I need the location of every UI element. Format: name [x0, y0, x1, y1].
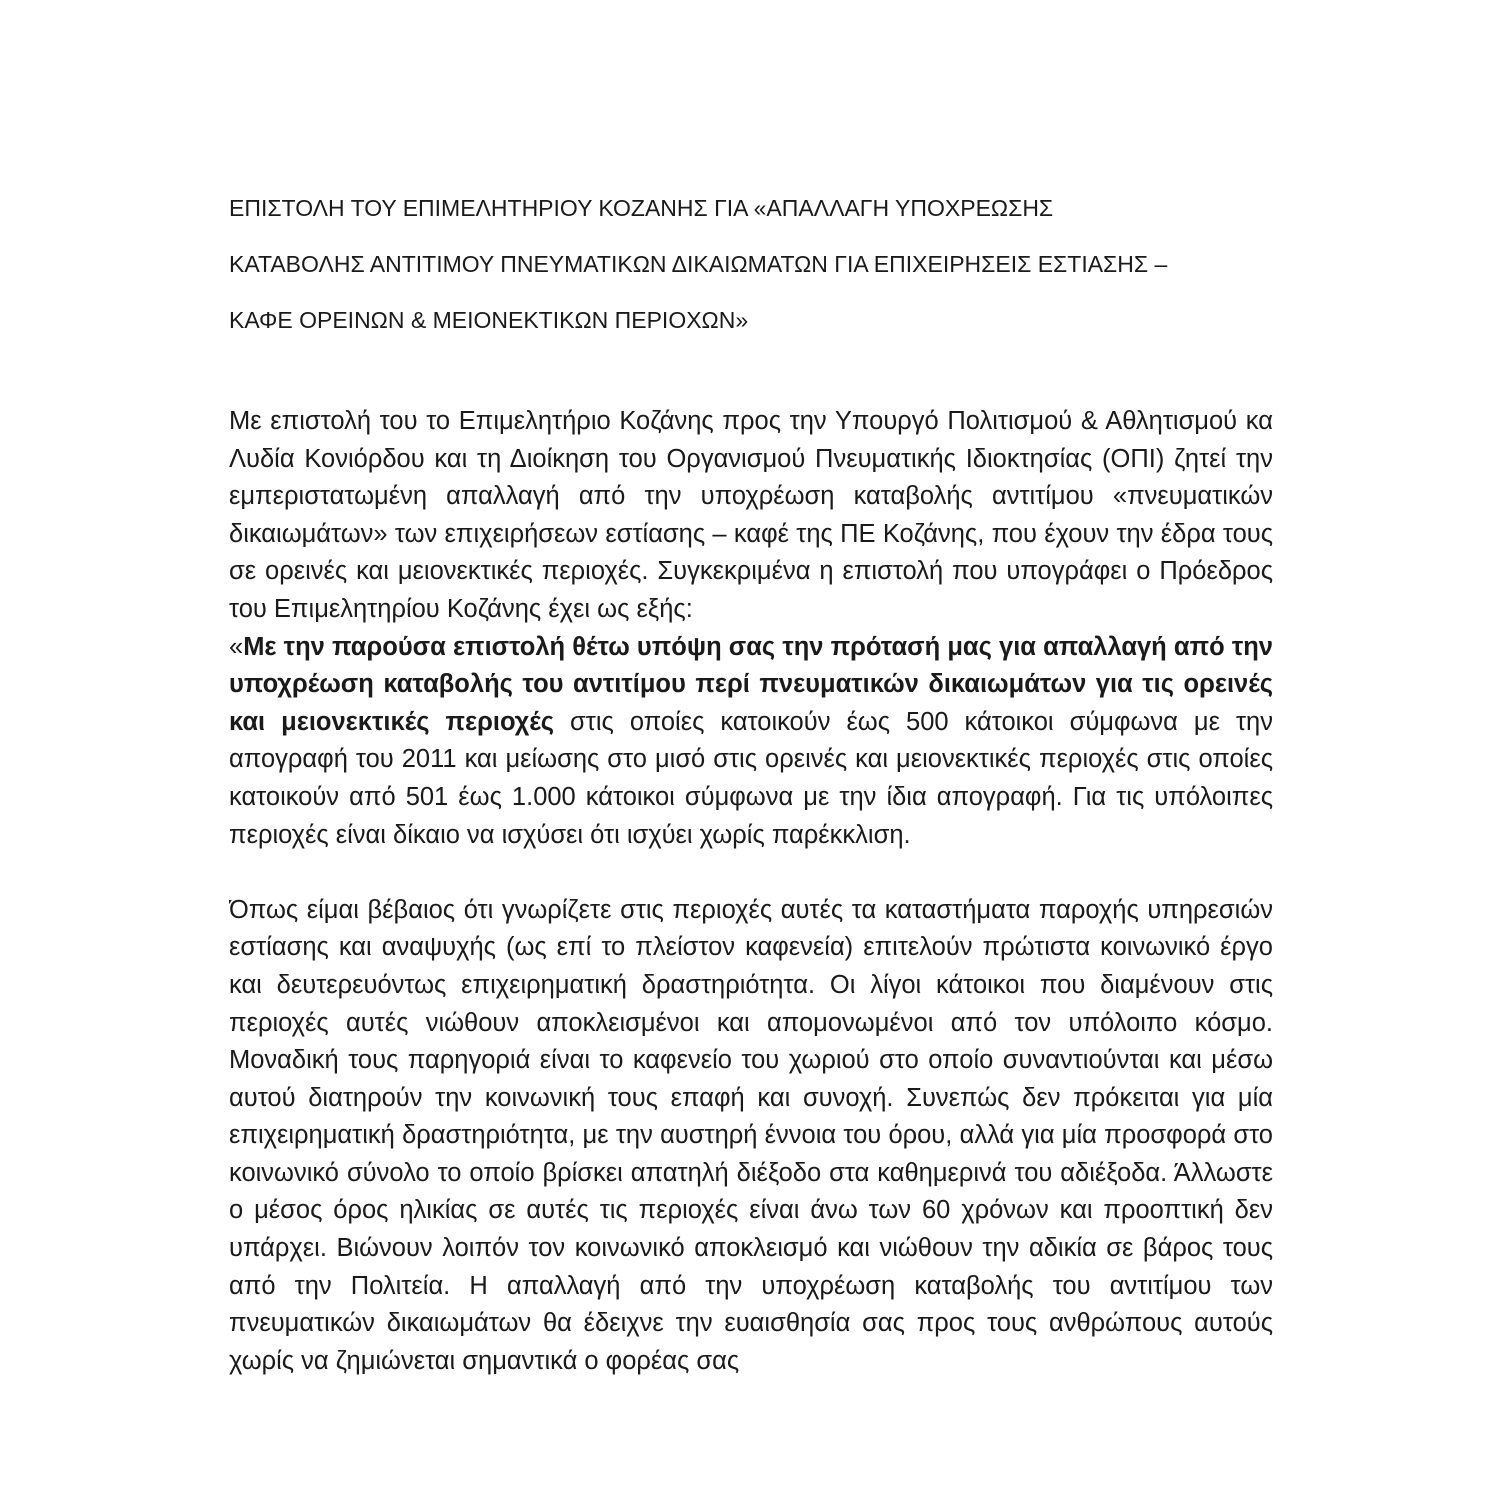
- quote-bold-text: Με την παρούσα επιστολή θέτω υπόψη σας την πρότασή μας για απαλλαγή από την υποχρέωση καταβολής του αντιτίμου περί πνευματικών δικαιωμάτων για τις ορεινές και μειονεκτικές περιοχές: [229, 632, 1273, 736]
- quote-rest-text: στις οποίες κατοικούν έως 500 κάτοικοι σύμφωνα με την απογραφή του 2011 και μείωσης στο μισό στις ορεινές και μειονεκτικές περιοχές στις οποίες κατοικούν από 501 έως 1.000 κάτοικοι σύμφωνα με την ίδια απογραφή. Για τις υπόλοιπες περιοχές είναι δίκαιο να ισχύσει ότι ισχύει χωρίς παρέκκλιση.: [229, 707, 1273, 849]
- quote-open-mark: «: [229, 632, 244, 661]
- title-line-1: ΕΠΙΣΤΟΛΗ ΤΟΥ ΕΠΙΜΕΛΗΤΗΡΙΟΥ ΚΟΖΑΝΗΣ ΓΙΑ «ΑΠΑΛΛΑΓΗ ΥΠΟΧΡΕΩΣΗΣ: [229, 195, 1054, 221]
- title-line-3: ΚΑΦΕ ΟΡΕΙΝΩΝ & ΜΕΙΟΝΕΚΤΙΚΩΝ ΠΕΡΙΟΧΩΝ»: [229, 307, 749, 333]
- quoted-letter-paragraph: [229, 629, 1273, 855]
- second-paragraph: Όπως είμαι βέβαιος ότι γνωρίζετε στις περιοχές αυτές τα καταστήματα παροχής υπηρεσιών εστίασης και αναψυχής (ως επί το πλείστον καφενεία) επιτελούν πρώτιστα κοινωνικό έργο και δευτερευόντως επιχειρηματική δραστηριότητα. Οι λίγοι κάτοικοι που διαμένουν στις περιοχές αυτές νιώθουν αποκλεισμένοι και απομονωμένοι από τον υπόλοιπο κόσμο. Μοναδική τους παρηγοριά είναι το καφενείο του χωριού στο οποίο συναντιούνται και μέσω αυτού διατηρούν την κοινωνική τους επαφή και συνοχή. Συνεπώς δεν πρόκειται για μία επιχειρηματική δραστηριότητα, με την αυστηρή έννοια του όρου, αλλά για μία προσφορά στο κοινωνικό σύνολο το οποίο βρίσκει απατηλή διέξοδο στα καθημερινά του αδιέξοδα. Άλλωστε ο μέσος όρος ηλικίας σε αυτές τις περιοχές είναι άνω των 60 χρόνων και προοπτική δεν υπάρχει. Βιώνουν λοιπόν τον κοινωνικό αποκλεισμό και νιώθουν την αδικία σε βάρος τους από την Πολιτεία. Η απαλλαγή από την υποχρέωση καταβολής του αντιτίμου των πνευματικών δικαιωμάτων θα έδειχνε την ευαισθησία σας προς τους ανθρώπους αυτούς χωρίς να ζημιώνεται σημαντικά ο φορέας σας: [229, 895, 1273, 1375]
- title-line-2: ΚΑΤΑΒΟΛΗΣ ΑΝΤΙΤΙΜΟΥ ΠΝΕΥΜΑΤΙΚΩΝ ΔΙΚΑΙΩΜΑΤΩΝ ΓΙΑ ΕΠΙΧΕΙΡΗΣΕΙΣ ΕΣΤΙΑΣΗΣ –: [229, 251, 1168, 277]
- document-title: [229, 180, 1279, 348]
- intro-paragraph: Με επιστολή του το Επιμελητήριο Κοζάνης προς την Υπουργό Πολιτισμού & Αθλητισμού κα Λυδία Κονιόρδου και τη Διοίκηση του Οργανισμού Πνευματικής Ιδιοκτησίας (ΟΠΙ) ζητεί την εμπεριστατωμένη απαλλαγή από την υποχρέωση καταβολής αντιτίμου «πνευματικών δικαιωμάτων» των επιχειρήσεων εστίασης – καφέ της ΠΕ Κοζάνης, που έχουν την έδρα τους σε ορεινές και μειονεκτικές περιοχές. Συγκεκριμένα η επιστολή που υπογράφει ο Πρόεδρος του Επιμελητηρίου Κοζάνης έχει ως εξής:: [229, 407, 1273, 623]
- document-body: [229, 403, 1273, 1452]
